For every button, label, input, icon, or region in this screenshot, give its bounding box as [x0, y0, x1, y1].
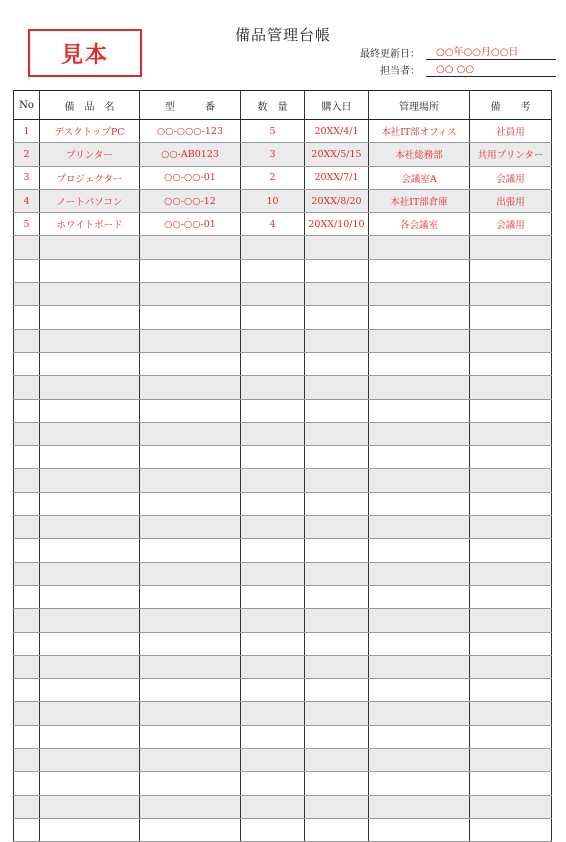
cell-item-name	[40, 679, 140, 702]
table-row	[14, 772, 552, 795]
cell-quantity	[241, 259, 305, 282]
cell-model-number	[140, 585, 241, 608]
cell-no	[14, 772, 40, 795]
cell-item-name: プロジェクター	[40, 166, 140, 189]
cell-purchase-date	[305, 422, 369, 445]
cell-purchase-date	[305, 446, 369, 469]
table-row	[14, 399, 552, 422]
cell-notes: 社員用	[470, 120, 552, 143]
table-row	[14, 259, 552, 282]
last-updated-label: 最終更新日：	[360, 49, 420, 60]
cell-purchase-date: 20XX/8/20	[305, 189, 369, 212]
cell-quantity	[241, 795, 305, 818]
cell-no	[14, 469, 40, 492]
cell-item-name	[40, 352, 140, 375]
cell-location	[369, 655, 470, 678]
cell-model-number	[140, 609, 241, 632]
table-row	[14, 492, 552, 515]
table-row	[14, 516, 552, 539]
cell-item-name	[40, 818, 140, 841]
cell-notes	[470, 749, 552, 772]
cell-location: 各会議室	[369, 213, 470, 236]
cell-item-name	[40, 516, 140, 539]
table-row	[14, 585, 552, 608]
table-row	[14, 446, 552, 469]
cell-quantity	[241, 422, 305, 445]
cell-no	[14, 236, 40, 259]
cell-item-name	[40, 632, 140, 655]
cell-location	[369, 422, 470, 445]
cell-notes	[470, 469, 552, 492]
cell-quantity	[241, 283, 305, 306]
cell-notes	[470, 492, 552, 515]
cell-quantity	[241, 679, 305, 702]
cell-quantity: 4	[241, 213, 305, 236]
cell-item-name	[40, 259, 140, 282]
cell-model-number: ○○-○○○-123	[140, 120, 241, 143]
cell-notes	[470, 702, 552, 725]
cell-quantity	[241, 352, 305, 375]
cell-notes	[470, 772, 552, 795]
cell-location	[369, 352, 470, 375]
cell-quantity: 3	[241, 143, 305, 166]
cell-purchase-date	[305, 376, 369, 399]
cell-no	[14, 259, 40, 282]
table-row	[14, 236, 552, 259]
cell-no	[14, 329, 40, 352]
cell-location	[369, 562, 470, 585]
cell-notes	[470, 283, 552, 306]
cell-model-number	[140, 352, 241, 375]
table-row	[14, 679, 552, 702]
cell-quantity	[241, 399, 305, 422]
table-row	[14, 329, 552, 352]
cell-notes	[470, 632, 552, 655]
cell-quantity	[241, 469, 305, 492]
cell-no	[14, 283, 40, 306]
cell-location	[369, 259, 470, 282]
table-row	[14, 632, 552, 655]
cell-no: 3	[14, 166, 40, 189]
cell-location	[369, 609, 470, 632]
cell-location	[369, 585, 470, 608]
cell-no	[14, 516, 40, 539]
cell-item-name	[40, 306, 140, 329]
cell-model-number	[140, 329, 241, 352]
cell-purchase-date: 20XX/7/1	[305, 166, 369, 189]
table-row	[14, 306, 552, 329]
column-header-location: 管理場所	[369, 91, 470, 120]
cell-quantity	[241, 725, 305, 748]
cell-location	[369, 725, 470, 748]
cell-notes: 共用プリンター	[470, 143, 552, 166]
table-row	[14, 376, 552, 399]
cell-no: 1	[14, 120, 40, 143]
cell-location	[369, 749, 470, 772]
cell-purchase-date	[305, 283, 369, 306]
table-row	[14, 749, 552, 772]
cell-no	[14, 539, 40, 562]
table-row	[14, 702, 552, 725]
cell-item-name	[40, 446, 140, 469]
cell-model-number	[140, 399, 241, 422]
cell-no	[14, 562, 40, 585]
cell-no	[14, 679, 40, 702]
cell-purchase-date	[305, 492, 369, 515]
owner-value: ○○ ○○	[426, 63, 556, 77]
cell-location	[369, 818, 470, 841]
cell-quantity	[241, 749, 305, 772]
cell-notes	[470, 795, 552, 818]
cell-model-number	[140, 492, 241, 515]
cell-item-name	[40, 539, 140, 562]
cell-purchase-date	[305, 259, 369, 282]
table-body	[14, 120, 552, 842]
cell-notes	[470, 818, 552, 841]
cell-model-number	[140, 632, 241, 655]
cell-quantity	[241, 585, 305, 608]
cell-location: 会議室A	[369, 166, 470, 189]
cell-item-name	[40, 562, 140, 585]
cell-item-name	[40, 469, 140, 492]
column-header-no: No	[14, 91, 40, 120]
cell-notes	[470, 679, 552, 702]
cell-model-number	[140, 772, 241, 795]
sample-stamp-label: 見本	[60, 42, 109, 68]
cell-notes	[470, 236, 552, 259]
cell-purchase-date: 20XX/5/15	[305, 143, 369, 166]
cell-location	[369, 469, 470, 492]
cell-no	[14, 376, 40, 399]
cell-notes	[470, 585, 552, 608]
cell-model-number	[140, 725, 241, 748]
cell-model-number: ○○-○○-01	[140, 213, 241, 236]
cell-purchase-date	[305, 469, 369, 492]
cell-quantity	[241, 376, 305, 399]
cell-notes	[470, 562, 552, 585]
table-row	[14, 143, 552, 166]
cell-model-number	[140, 446, 241, 469]
cell-quantity	[241, 539, 305, 562]
cell-quantity	[241, 516, 305, 539]
cell-purchase-date	[305, 399, 369, 422]
cell-quantity: 10	[241, 189, 305, 212]
cell-item-name	[40, 492, 140, 515]
cell-location: 本社総務部	[369, 143, 470, 166]
cell-purchase-date	[305, 725, 369, 748]
table-row	[14, 818, 552, 841]
cell-item-name: デスクトップPC	[40, 120, 140, 143]
cell-purchase-date	[305, 352, 369, 375]
table-header-row	[14, 91, 552, 120]
table-row	[14, 166, 552, 189]
cell-item-name	[40, 725, 140, 748]
cell-quantity	[241, 702, 305, 725]
cell-notes	[470, 446, 552, 469]
cell-notes: 出張用	[470, 189, 552, 212]
cell-notes	[470, 516, 552, 539]
cell-purchase-date	[305, 236, 369, 259]
cell-item-name: プリンター	[40, 143, 140, 166]
cell-no	[14, 352, 40, 375]
cell-quantity	[241, 306, 305, 329]
owner-label: 担当者：	[380, 66, 420, 77]
cell-location	[369, 399, 470, 422]
cell-item-name	[40, 749, 140, 772]
cell-model-number	[140, 539, 241, 562]
cell-purchase-date	[305, 539, 369, 562]
cell-quantity	[241, 329, 305, 352]
cell-quantity	[241, 609, 305, 632]
cell-model-number: ○○-○○-12	[140, 189, 241, 212]
cell-purchase-date	[305, 679, 369, 702]
column-header-notes: 備 考	[470, 91, 552, 120]
cell-item-name	[40, 283, 140, 306]
cell-notes	[470, 376, 552, 399]
table-row	[14, 469, 552, 492]
cell-purchase-date	[305, 562, 369, 585]
cell-quantity	[241, 818, 305, 841]
cell-item-name	[40, 772, 140, 795]
cell-purchase-date	[305, 795, 369, 818]
cell-item-name	[40, 795, 140, 818]
cell-quantity	[241, 655, 305, 678]
equipment-ledger-table	[13, 90, 552, 842]
table-row	[14, 562, 552, 585]
column-header-quantity: 数 量	[241, 91, 305, 120]
cell-notes	[470, 306, 552, 329]
cell-no	[14, 609, 40, 632]
column-header-item-name: 備 品 名	[40, 91, 140, 120]
cell-notes	[470, 725, 552, 748]
table-row	[14, 213, 552, 236]
cell-model-number	[140, 516, 241, 539]
cell-item-name	[40, 399, 140, 422]
cell-quantity	[241, 446, 305, 469]
cell-model-number: ○○-AB0123	[140, 143, 241, 166]
cell-location	[369, 702, 470, 725]
cell-location	[369, 539, 470, 562]
cell-purchase-date	[305, 818, 369, 841]
cell-item-name	[40, 655, 140, 678]
cell-no	[14, 306, 40, 329]
page-title: 備品管理台帳	[234, 26, 331, 44]
column-header-purchase-date: 購入日	[305, 91, 369, 120]
cell-purchase-date	[305, 749, 369, 772]
cell-notes	[470, 539, 552, 562]
cell-no	[14, 399, 40, 422]
table-row	[14, 795, 552, 818]
cell-model-number	[140, 795, 241, 818]
cell-no	[14, 702, 40, 725]
cell-purchase-date	[305, 516, 369, 539]
last-updated-value: ○○年○○月○○日	[426, 46, 556, 60]
cell-model-number	[140, 376, 241, 399]
cell-no	[14, 655, 40, 678]
cell-quantity: 5	[241, 120, 305, 143]
cell-item-name	[40, 236, 140, 259]
table-row	[14, 539, 552, 562]
cell-notes	[470, 352, 552, 375]
cell-notes	[470, 422, 552, 445]
cell-location	[369, 772, 470, 795]
cell-notes: 会議用	[470, 213, 552, 236]
cell-location	[369, 632, 470, 655]
cell-item-name	[40, 376, 140, 399]
cell-location	[369, 446, 470, 469]
cell-item-name	[40, 585, 140, 608]
cell-item-name	[40, 702, 140, 725]
cell-model-number	[140, 562, 241, 585]
cell-model-number	[140, 749, 241, 772]
last-updated-row	[340, 45, 556, 60]
table-row	[14, 422, 552, 445]
cell-model-number	[140, 818, 241, 841]
cell-notes	[470, 609, 552, 632]
cell-no: 2	[14, 143, 40, 166]
cell-quantity	[241, 236, 305, 259]
table-row	[14, 352, 552, 375]
cell-notes: 会議用	[470, 166, 552, 189]
cell-notes	[470, 259, 552, 282]
cell-item-name	[40, 422, 140, 445]
cell-purchase-date	[305, 772, 369, 795]
cell-quantity	[241, 772, 305, 795]
cell-item-name: ノートパソコン	[40, 189, 140, 212]
cell-purchase-date: 20XX/4/1	[305, 120, 369, 143]
cell-no	[14, 749, 40, 772]
cell-no	[14, 632, 40, 655]
cell-quantity	[241, 632, 305, 655]
cell-location: 本社IT部倉庫	[369, 189, 470, 212]
cell-purchase-date	[305, 306, 369, 329]
cell-purchase-date: 20XX/10/10	[305, 213, 369, 236]
cell-model-number	[140, 469, 241, 492]
cell-item-name	[40, 609, 140, 632]
cell-no	[14, 585, 40, 608]
cell-model-number	[140, 283, 241, 306]
cell-no: 4	[14, 189, 40, 212]
cell-purchase-date	[305, 585, 369, 608]
cell-no: 5	[14, 213, 40, 236]
cell-notes	[470, 329, 552, 352]
cell-location	[369, 236, 470, 259]
cell-purchase-date	[305, 702, 369, 725]
cell-notes	[470, 655, 552, 678]
cell-model-number	[140, 679, 241, 702]
cell-location	[369, 329, 470, 352]
cell-location	[369, 679, 470, 702]
cell-model-number	[140, 306, 241, 329]
cell-no	[14, 818, 40, 841]
cell-location	[369, 795, 470, 818]
cell-model-number	[140, 259, 241, 282]
cell-location	[369, 516, 470, 539]
cell-notes	[470, 399, 552, 422]
cell-purchase-date	[305, 632, 369, 655]
cell-no	[14, 725, 40, 748]
cell-quantity: 2	[241, 166, 305, 189]
cell-purchase-date	[305, 655, 369, 678]
cell-location: 本社IT部オフィス	[369, 120, 470, 143]
cell-model-number	[140, 236, 241, 259]
table-row	[14, 725, 552, 748]
cell-location	[369, 306, 470, 329]
cell-item-name	[40, 329, 140, 352]
cell-quantity	[241, 562, 305, 585]
cell-location	[369, 492, 470, 515]
cell-purchase-date	[305, 609, 369, 632]
cell-model-number	[140, 422, 241, 445]
table-row	[14, 283, 552, 306]
cell-no	[14, 492, 40, 515]
owner-row	[340, 62, 556, 77]
cell-no	[14, 422, 40, 445]
cell-location	[369, 283, 470, 306]
cell-quantity	[241, 492, 305, 515]
cell-model-number: ○○-○○-01	[140, 166, 241, 189]
table-row	[14, 655, 552, 678]
column-header-model-number: 型 番	[140, 91, 241, 120]
table-row	[14, 120, 552, 143]
cell-model-number	[140, 702, 241, 725]
cell-location	[369, 376, 470, 399]
cell-model-number	[140, 655, 241, 678]
cell-no	[14, 795, 40, 818]
cell-purchase-date	[305, 329, 369, 352]
table-row	[14, 189, 552, 212]
table-row	[14, 609, 552, 632]
cell-item-name: ホワイトボード	[40, 213, 140, 236]
cell-no	[14, 446, 40, 469]
